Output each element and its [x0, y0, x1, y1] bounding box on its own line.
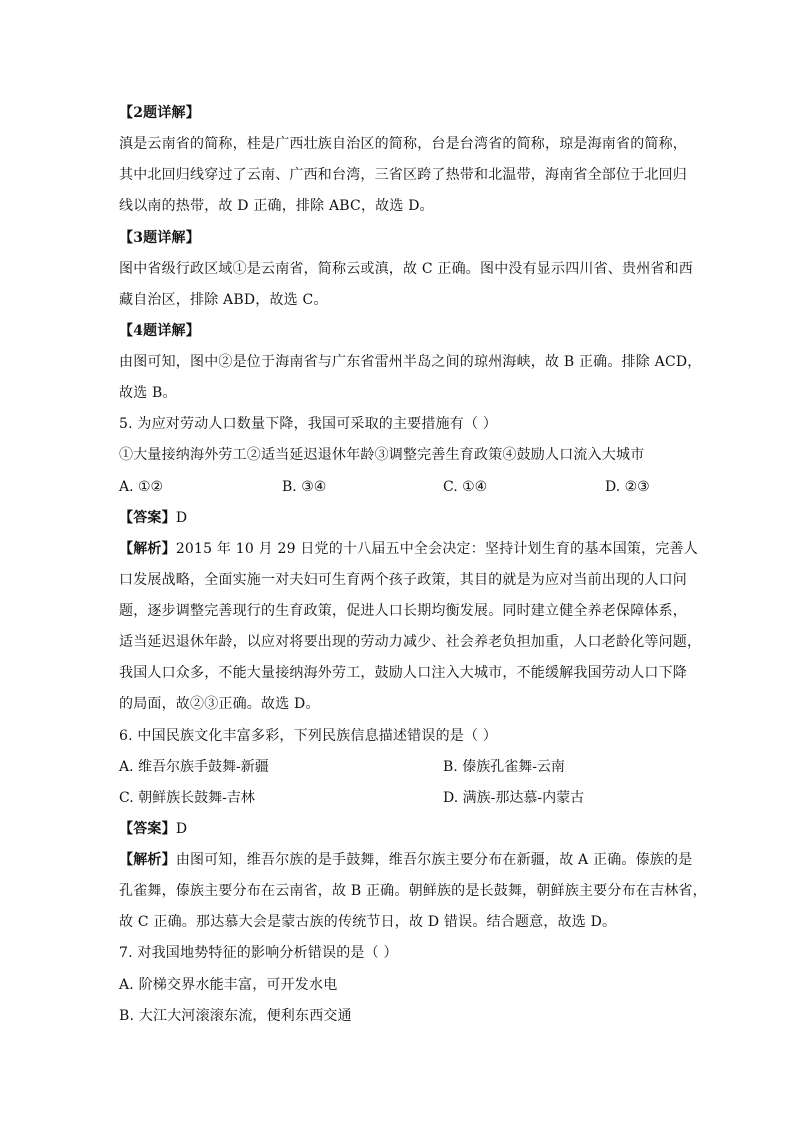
question-6-option-a: A. 维吾尔族手鼓舞-新疆	[119, 759, 269, 775]
question-7-stem: 7. 对我国地势特征的影响分析错误的是（ ）	[119, 945, 398, 961]
question-6-analysis-line: 孔雀舞，傣族主要分布在云南省，故 B 正确。朝鲜族的是长鼓舞，朝鲜族主要分布在吉林省，	[119, 883, 707, 899]
section-2-line: 其中北回归线穿过了云南、广西和台湾，三省区跨了热带和北温带，海南省全部位于北回归	[119, 167, 687, 183]
section-2-line: 滇是云南省的简称，桂是广西壮族自治区的简称，台是台湾省的简称，琼是海南省的简称，	[119, 136, 687, 152]
answer-label: 【答案】	[119, 510, 176, 526]
analysis-label: 【解析】	[119, 852, 176, 868]
question-5-answer	[119, 508, 187, 528]
question-7-option-b: B. 大江大河滚滚东流，便利东西交通	[119, 1008, 352, 1024]
answer-value: D	[175, 821, 188, 837]
question-6-option-b: B. 傣族孔雀舞-云南	[443, 759, 565, 775]
question-6-stem: 6. 中国民族文化丰富多彩，下列民族信息描述错误的是（ ）	[119, 728, 498, 744]
section-3-header: 【3题详解】	[119, 230, 200, 246]
question-6-analysis-line	[119, 850, 692, 870]
question-5-stem: 5. 为应对劳动人口数量下降，我国可采取的主要措施有（ ）	[119, 416, 498, 432]
section-4-header: 【4题详解】	[119, 323, 200, 339]
section-4-line: 故选 B。	[119, 385, 177, 401]
question-5-analysis-line: 口发展战略，全面实施一对夫妇可生育两个孩子政策，其目的就是为应对当前出现的人口问	[119, 572, 687, 588]
question-5-analysis-line: 我国人口众多，不能大量接纳海外劳工，鼓励人口注入大城市，不能缓解我国劳动人口下降	[119, 665, 687, 681]
question-7-option-a: A. 阶梯交界水能丰富，可开发水电	[119, 977, 338, 993]
analysis-text: 由图可知，维吾尔族的是手鼓舞，维吾尔族主要分布在新疆，故 A 正确。傣族的是	[175, 852, 693, 868]
question-6-option-c: C. 朝鲜族长鼓舞-吉林	[119, 790, 255, 806]
question-5-analysis-line	[119, 539, 698, 559]
analysis-label: 【解析】	[119, 541, 176, 557]
section-2-line: 线以南的热带，故 D 正确，排除 ABC，故选 D。	[119, 198, 434, 214]
question-5-option-d: D. ②③	[605, 479, 650, 495]
section-3-line: 藏自治区，排除 ABD，故选 C。	[119, 292, 328, 308]
question-5-analysis-line: 的局面，故②③正确。故选 D。	[119, 696, 320, 712]
question-5-option-c: C. ①④	[443, 479, 488, 495]
answer-label: 【答案】	[119, 821, 176, 837]
question-5-option-a: A. ①②	[119, 479, 164, 495]
section-4-line: 由图可知，图中②是位于海南省与广东省雷州半岛之间的琼州海峡，故 B 正确。排除 ACD，	[119, 354, 702, 370]
section-2-header: 【2题详解】	[119, 105, 200, 121]
analysis-text: 2015 年 10 月 29 日党的十八届五中全会决定：坚持计划生育的基本国策，完善人	[175, 541, 698, 557]
question-5-analysis-line: 题，逐步调整完善现行的生育政策，促进人口长期均衡发展。同时建立健全养老保障体系，	[119, 603, 687, 619]
question-6-answer	[119, 819, 187, 839]
section-3-line: 图中省级行政区域①是云南省，简称云或滇，故 C 正确。图中没有显示四川省、贵州省和西	[119, 261, 694, 277]
question-6-option-d: D. 满族-那达慕-内蒙古	[443, 790, 585, 806]
question-5-option-b: B. ③④	[282, 479, 327, 495]
question-5-items: ①大量接纳海外劳工②适当延迟退休年龄③调整完善生育政策④鼓励人口流入大城市	[119, 447, 645, 463]
question-5-analysis-line: 适当延迟退休年龄，以应对将要出现的劳动力减少、社会养老负担加重，人口老龄化等问题，	[119, 634, 702, 650]
answer-value: D	[175, 510, 188, 526]
question-6-analysis-line: 故 C 正确。那达慕大会是蒙古族的传统节日，故 D 错误。结合题意，故选 D。	[119, 914, 617, 930]
